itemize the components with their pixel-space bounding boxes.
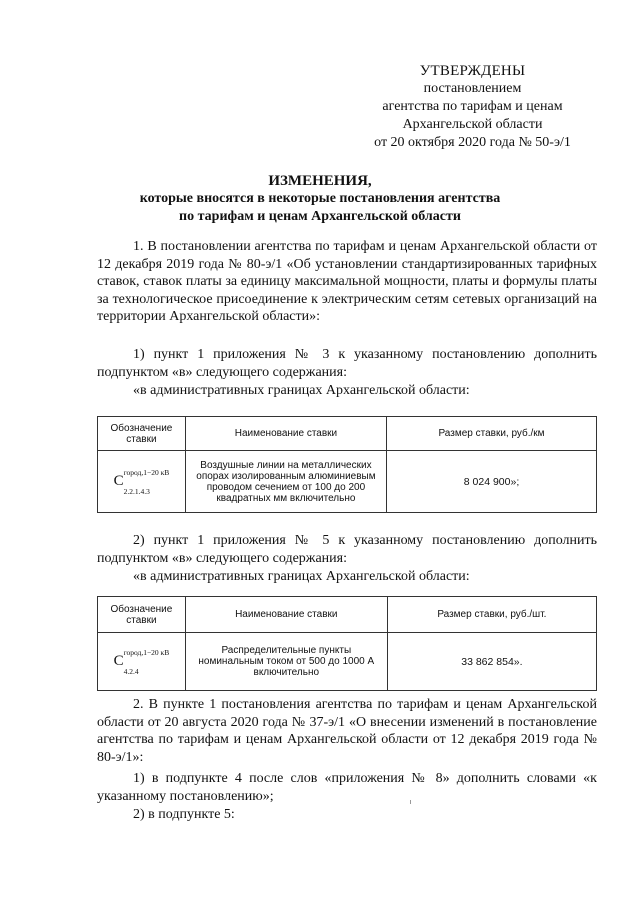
paragraph-2-item-1: 1) в подпункте 4 после слов «приложения № 8» дополнить словами «к указанному постановлению»; — [97, 771, 597, 804]
approval-heading: УТВЕРЖДЕНЫ — [419, 63, 526, 79]
header-cell-symbol: Обозначение ставки — [98, 597, 186, 633]
rate-value: 8 024 900»; — [387, 451, 597, 513]
rate-symbol-base: C — [113, 472, 124, 489]
approval-line: Архангельской области — [402, 117, 543, 132]
document-title — [80, 172, 560, 226]
rate-symbol-sup: город,1−20 кВ — [123, 647, 170, 657]
table-header-row — [98, 597, 597, 633]
title-subtitle-line: по тарифам и ценам Архангельской области — [179, 209, 461, 224]
paragraph-2: 2. В пункте 1 постановления агентства по тарифам и ценам Архангельской области от 20 августа 2020 года № 37-э/1 «О внесении изменений в постановление агентства по тарифам и ценам Архангельской области от 12 декабря 2019 года № 80-э/1»: — [97, 697, 597, 765]
rates-table-2 — [97, 596, 597, 691]
scan-speck — [410, 800, 411, 804]
title-subtitle-line: которые вносятся в некоторые постановления агентства — [139, 191, 501, 206]
paragraph-2-item-2: 2) в подпункте 5: — [133, 807, 235, 822]
approval-line: постановлением — [423, 81, 522, 96]
header-cell-value: Размер ставки, руб./шт. — [387, 597, 596, 633]
rate-symbol-sub: 4.2.4 — [123, 666, 139, 676]
paragraph-1: 1. В постановлении агентства по тарифам и ценам Архангельской области от 12 декабря 2019 года № 80-э/1 «Об установлении стандартизированных тарифных ставок, ставок платы за единицу максимальной мощности, платы и формулы платы за технологическое присоединение к электрическим сетям сетевых организаций на территории Архангельской области»: — [97, 239, 597, 324]
approval-line: агентства по тарифам и ценам — [382, 99, 563, 114]
header-cell-value: Размер ставки, руб./км — [387, 417, 597, 451]
rates-table-1 — [97, 416, 597, 513]
title-main: ИЗМЕНЕНИЯ, — [268, 173, 372, 189]
header-cell-name: Наименование ставки — [185, 417, 386, 451]
rate-name: Воздушные линии на металлических опорах изолированным алюминиевым проводом сечением от 100 до 200 квадратных мм включительно — [185, 451, 386, 513]
paragraph-1-item-1: 1) пункт 1 приложения № 3 к указанному постановлению дополнить подпунктом «в» следующего содержания: — [97, 347, 597, 380]
paragraph-1-item-1-quote: «в административных границах Архангельской области: — [133, 383, 470, 398]
table-row — [98, 451, 597, 513]
paragraph-1-item-2-quote: «в административных границах Архангельской области: — [133, 569, 470, 584]
paragraph-1-item-2: 2) пункт 1 приложения № 5 к указанному постановлению дополнить подпунктом «в» следующего содержания: — [97, 533, 597, 566]
table-header-row — [98, 417, 597, 451]
approval-line: от 20 октября 2020 года № 50-э/1 — [374, 135, 571, 150]
header-cell-symbol: Обозначение ставки — [98, 417, 186, 451]
header-cell-name: Наименование ставки — [185, 597, 387, 633]
rate-symbol-sup: город,1−20 кВ — [123, 467, 170, 477]
rate-symbol-base: C — [113, 652, 124, 669]
rate-symbol — [98, 451, 186, 513]
table-row — [98, 633, 597, 691]
rate-name: Распределительные пункты номинальным током от 500 до 1000 А включительно — [185, 633, 387, 691]
rate-symbol-sub: 2.2.1.4.3 — [123, 486, 150, 496]
approval-stamp — [350, 62, 595, 152]
rate-value: 33 862 854». — [387, 633, 596, 691]
rate-symbol — [98, 633, 186, 691]
